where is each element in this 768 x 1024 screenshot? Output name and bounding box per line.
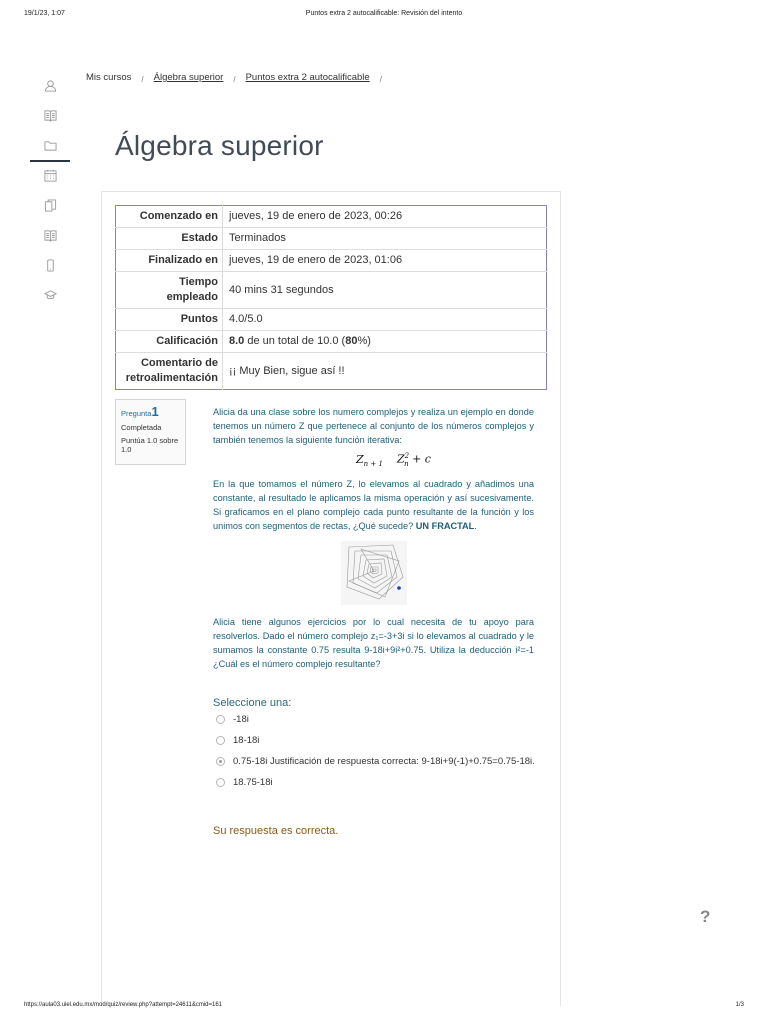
print-url: https://aula03.uiel.edu.mx/mod/quiz/review.php?attempt=24611&cmid=161 xyxy=(24,1002,223,1008)
page-title: Álgebra superior xyxy=(115,130,324,161)
calendar-icon xyxy=(44,169,57,182)
question-info xyxy=(115,399,186,465)
folder-icon xyxy=(44,139,57,152)
breadcrumb-separator: / xyxy=(141,75,144,84)
nav-item-documents[interactable] xyxy=(30,190,70,220)
print-header xyxy=(24,10,744,22)
grade-text-end: %) xyxy=(357,335,371,347)
breadcrumb xyxy=(86,72,392,83)
breadcrumb-separator: / xyxy=(233,75,236,84)
overall-feedback: ¡¡ Muy Bien, sigue así !! xyxy=(223,353,547,390)
radio-button[interactable] xyxy=(216,736,225,745)
help-button[interactable]: ? xyxy=(700,907,711,926)
answer-option-text: 0.75-18i Justificación de respuesta correcta: 9-18i+9(-1)+0.75=0.75-18i. xyxy=(233,756,535,767)
nav-item-files[interactable] xyxy=(30,130,70,160)
grade-text: de un total de 10.0 ( xyxy=(244,335,346,347)
radio-button[interactable] xyxy=(216,778,225,787)
nav-item-profile[interactable] xyxy=(30,70,70,100)
summary-row-grade xyxy=(116,331,547,353)
summary-label: Comenzado en xyxy=(116,206,223,228)
breadcrumb-separator: / xyxy=(379,75,382,84)
radio-button-checked[interactable] xyxy=(216,757,225,766)
book-icon xyxy=(44,109,57,122)
mobile-icon xyxy=(44,259,57,272)
files-icon xyxy=(44,199,57,212)
fractal-spiral-image xyxy=(341,541,407,605)
radio-button[interactable] xyxy=(216,715,225,724)
user-icon xyxy=(44,79,57,92)
print-title: Puntos extra 2 autocalificable: Revisión del intento xyxy=(305,10,463,17)
nav-item-grades[interactable] xyxy=(30,280,70,310)
question-number xyxy=(121,404,180,419)
book-icon xyxy=(44,229,57,242)
answer-option-text: -18i xyxy=(233,714,249,725)
summary-value: jueves, 19 de enero de 2023, 01:06 xyxy=(223,250,547,272)
grade-value xyxy=(223,331,547,353)
answer-option-text: 18.75-18i xyxy=(233,777,273,788)
breadcrumb-quiz[interactable]: Puntos extra 2 autocalificable xyxy=(245,72,370,83)
grade-score: 8.0 xyxy=(229,335,245,347)
select-one-label: Seleccione una: xyxy=(213,697,292,709)
summary-label: Finalizado en xyxy=(116,250,223,272)
answer-option[interactable] xyxy=(216,776,536,789)
formula-lhs: $Z_{n + 1}$ xyxy=(356,452,383,468)
question-number-value: 1 xyxy=(151,404,159,419)
answer-option[interactable] xyxy=(216,734,536,747)
answer-options xyxy=(216,713,536,797)
summary-row xyxy=(116,250,547,272)
formula-rhs: $Z^2_n + c$ xyxy=(396,452,431,468)
nav-item-course[interactable] xyxy=(30,100,70,130)
fractal-image xyxy=(213,541,534,605)
print-page-number: 1/3 xyxy=(735,1002,744,1008)
print-footer xyxy=(24,1002,744,1014)
question-state: Completada xyxy=(121,423,162,432)
summary-label: Tiempo empleado xyxy=(116,272,223,309)
summary-value: 4.0/5.0 xyxy=(223,309,547,331)
print-date: 19/1/23, 1:07 xyxy=(24,10,65,17)
summary-row-feedback xyxy=(116,353,547,390)
question-body-2: Alicia tiene algunos ejercicios por lo cual necesita de tu apoyo para resolverlos. Dado el número complejo z₁=-3+3i si lo elevamos al cuadrado y le sumamos la constante 0.75 resulta 9-18i+9i²+0.75. Utiliza la deducción i²=-1 ¿Cuál es el número complejo resultante? xyxy=(213,616,534,669)
nav-item-library[interactable] xyxy=(30,220,70,250)
summary-row xyxy=(116,309,547,331)
summary-row xyxy=(116,272,547,309)
summary-row xyxy=(116,228,547,250)
summary-label: Estado xyxy=(116,228,223,250)
graduation-cap-icon xyxy=(44,289,57,302)
summary-label: Comentario de retroalimentación xyxy=(116,353,223,390)
attempt-summary-table xyxy=(115,205,547,390)
grade-percent: 80 xyxy=(345,335,358,347)
summary-value: Terminados xyxy=(223,228,547,250)
nav-item-mobile[interactable] xyxy=(30,250,70,280)
summary-value: 40 mins 31 segundos xyxy=(223,272,547,309)
question-intro: Alicia da una clase sobre los numero complejos y realiza un ejemplo en donde tenemos un número Z que pertenece al conjunto de los números complejos y también tenemos la siguiente función iterativa: xyxy=(213,407,534,445)
answer-option-selected[interactable] xyxy=(216,755,536,768)
answer-option[interactable] xyxy=(216,713,536,726)
summary-row xyxy=(116,206,547,228)
breadcrumb-course[interactable]: Álgebra superior xyxy=(153,72,224,83)
question-text xyxy=(213,405,534,671)
answer-feedback: Su respuesta es correcta. xyxy=(213,825,339,837)
summary-label: Calificación xyxy=(116,331,223,353)
nav-item-calendar[interactable] xyxy=(30,160,70,190)
breadcrumb-my-courses[interactable]: Mis cursos xyxy=(86,72,132,83)
question-grade: Puntúa 1.0 sobre 1.0 xyxy=(121,436,179,454)
question-label: Pregunta xyxy=(121,409,152,418)
summary-label: Puntos xyxy=(116,309,223,331)
question-body-1: En la que tomamos el número Z, lo elevamos al cuadrado y añadimos una constante, al resultado le aplicamos la misma operación y así sucesivamente. Si graficamos en el plano complejo cada punto resultante de la función y los unimos con segmentos de rectas, ¿Qué sucede? UN FRACTAL. xyxy=(213,478,534,531)
summary-value: jueves, 19 de enero de 2023, 00:26 xyxy=(229,210,403,222)
nav-drawer xyxy=(30,70,70,310)
iteration-formula xyxy=(213,449,534,471)
answer-option-text: 18-18i xyxy=(233,735,260,746)
